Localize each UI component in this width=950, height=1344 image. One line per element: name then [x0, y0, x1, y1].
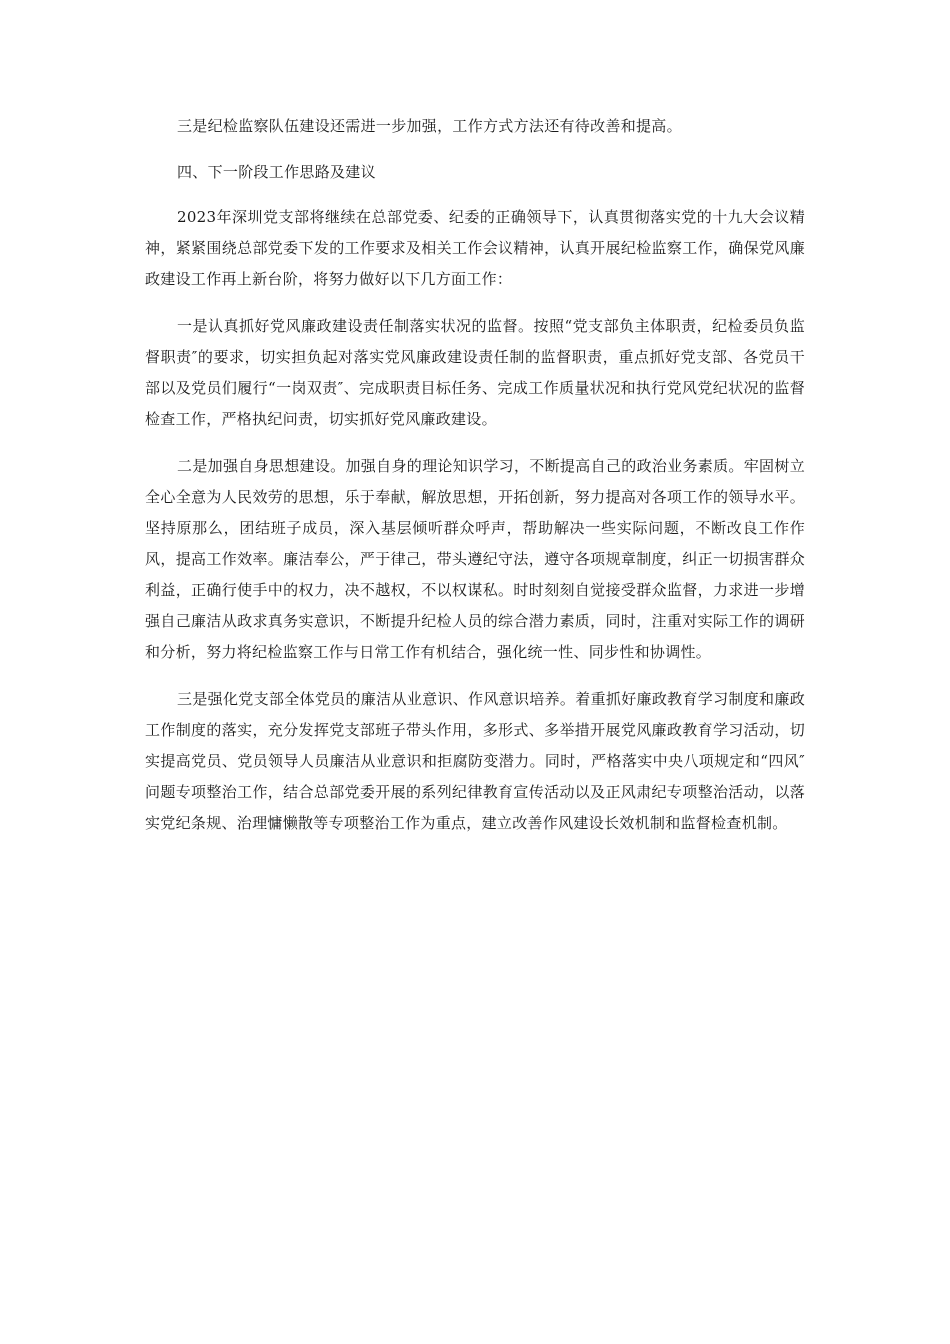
paragraph-point-two: 二是加强自身思想建设。加强自身的理论知识学习，不断提高自己的政治业务素质。牢固树立全心全意为人民效劳的思想，乐于奉献，解放思想，开拓创新，努力提高对各项工作的领导水平。坚持原那么，团结班子成员，深入基层倾听群众呼声，帮助解决一些实际问题，不断改良工作作风，提高工作效率。廉洁奉公，严于律己，带头遵纪守法，遵守各项规章制度，纠正一切损害群众利益，正确行使手中的权力，决不越权，不以权谋私。时时刻刻自觉接受群众监督，力求进一步增强自己廉洁从政求真务实意识，不断提升纪检人员的综合潜力素质，同时，注重对实际工作的调研和分析，努力将纪检监察工作与日常工作有机结合，强化统一性、同步性和协调性。: [145, 457, 805, 661]
paragraph-point-three: 三是强化党支部全体党员的廉洁从业意识、作风意识培养。着重抓好廉政教育学习制度和廉政工作制度的落实，充分发挥党支部班子带头作用，多形式、多举措开展党风廉政教育学习活动，切实提高党员、党员领导人员廉洁从业意识和拒腐防变潜力。同时，严格落实中央八项规定和“四风″问题专项整治工作，结合总部党委开展的系列纪律教育宣传活动以及正风肃纪专项整治活动，以落实党纪条规、治理慵懒散等专项整治工作为重点，建立改善作风建设长效机制和监督检查机制。: [145, 690, 805, 832]
paragraph-point-one: 一是认真抓好党风廉政建设责任制落实状况的监督。按照“党支部负主体职责，纪检委员负监督职责″的要求，切实担负起对落实党风廉政建设责任制的监督职责，重点抓好党支部、各党员干部以及党员们履行“一岗双责″、完成职责目标任务、完成工作质量状况和执行党风党纪状况的监督检查工作，严格执纪问责，切实抓好党风廉政建设。: [145, 317, 805, 428]
paragraph-2023-plan: 2023年深圳党支部将继续在总部党委、纪委的正确领导下，认真贯彻落实党的十九大会议精神，紧紧围绕总部党委下发的工作要求及相关工作会议精神，认真开展纪检监察工作，确保党风廉政建设工作再上新台阶，将努力做好以下几方面工作：: [145, 208, 805, 288]
section-heading-next-stage: 四、下一阶段工作思路及建议: [177, 163, 376, 181]
document-body: [145, 111, 805, 839]
paragraph-discipline-team: 三是纪检监察队伍建设还需进一步加强，工作方式方法还有待改善和提高。: [177, 117, 682, 135]
